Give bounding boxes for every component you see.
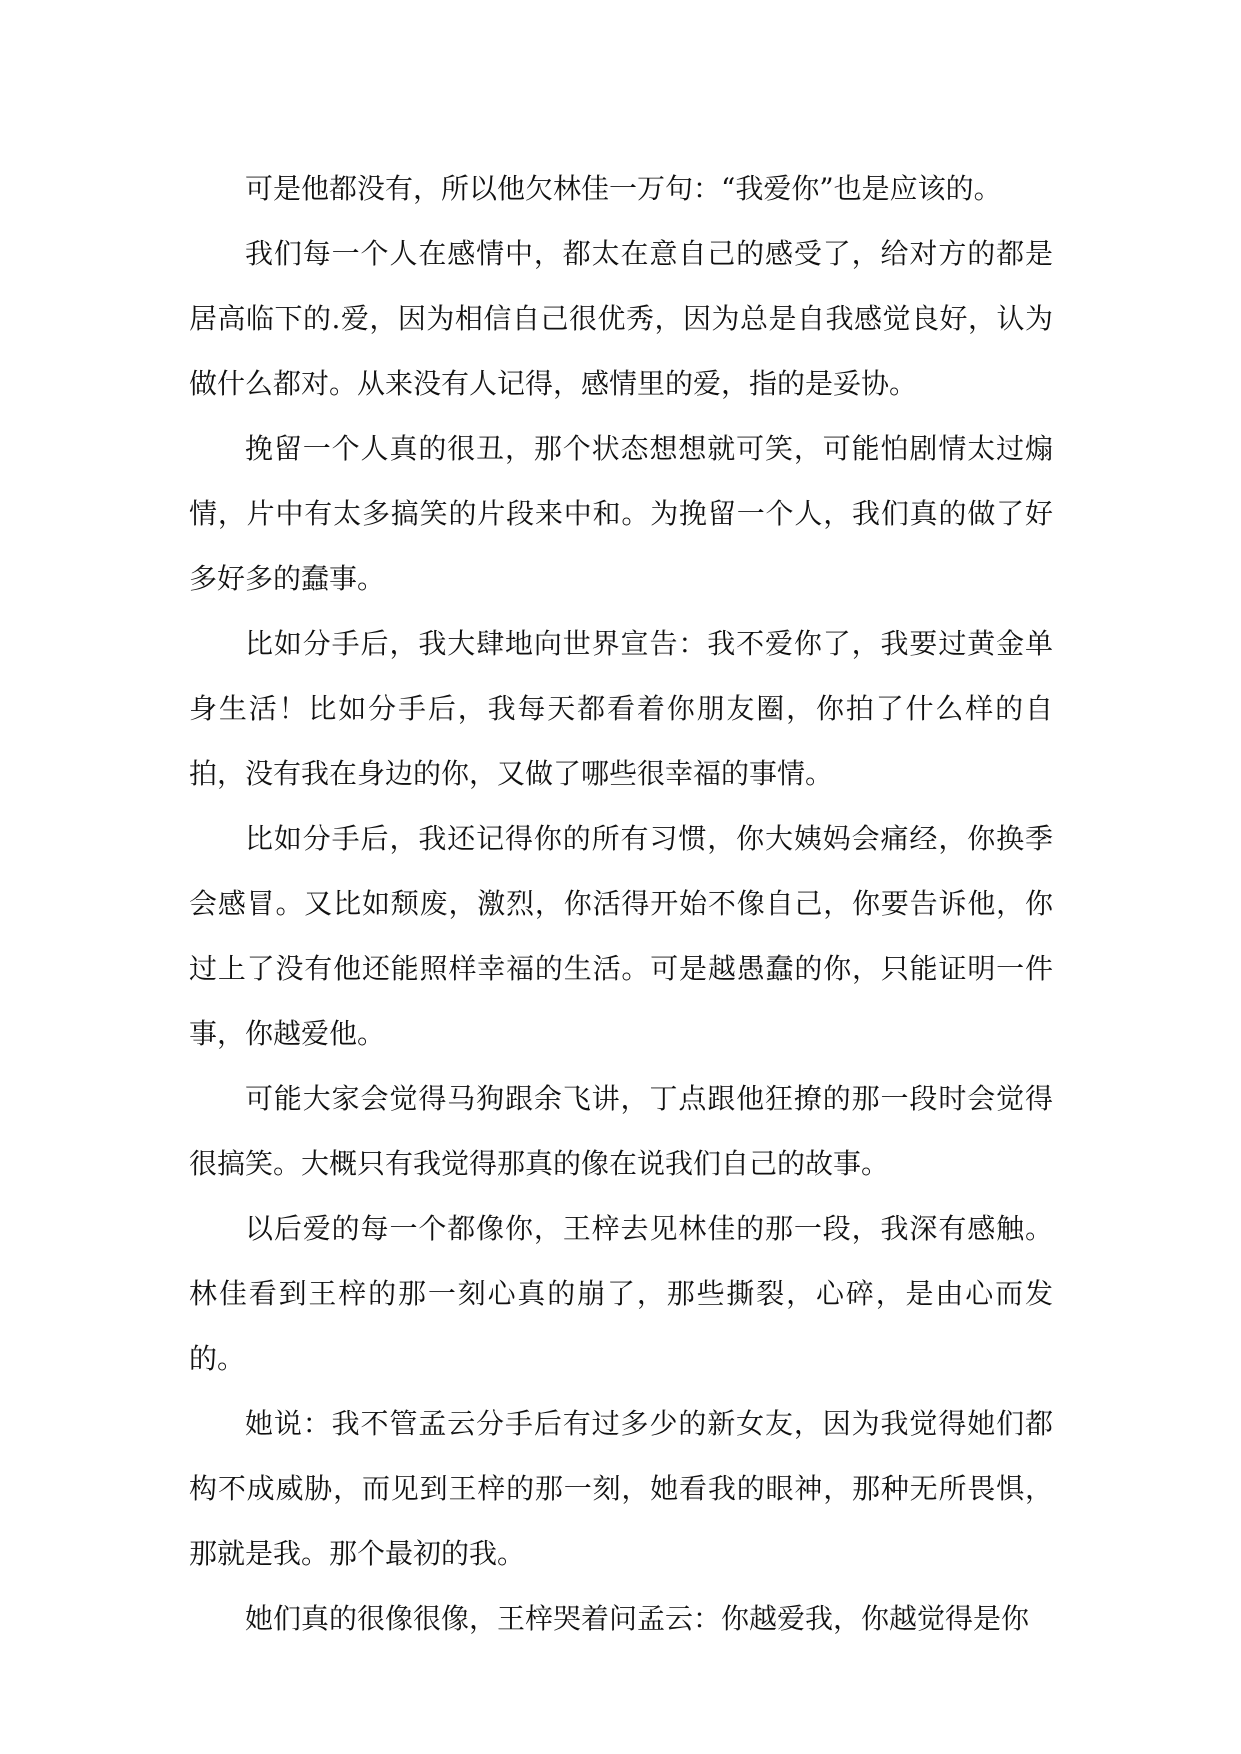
document-body bbox=[189, 156, 1053, 1651]
paragraph: 可是他都没有，所以他欠林佳一万句：“我爱你”也是应该的。 bbox=[245, 172, 1002, 205]
paragraph: 挽留一个人真的很丑，那个状态想想就可笑，可能怕剧情太过煽情，片中有太多搞笑的片段来中和。为挽留一个人，我们真的做了好多好多的蠢事。 bbox=[189, 432, 1053, 595]
paragraph: 她们真的很像很像，王梓哭着问孟云：你越爱我，你越觉得是你 bbox=[245, 1602, 1030, 1635]
paragraph: 以后爱的每一个都像你，王梓去见林佳的那一段，我深有感触。林佳看到王梓的那一刻心真的崩了，那些撕裂，心碎，是由心而发的。 bbox=[189, 1212, 1053, 1375]
paragraph: 比如分手后，我大肆地向世界宣告：我不爱你了，我要过黄金单身生活！比如分手后，我每天都看着你朋友圈，你拍了什么样的自拍，没有我在身边的你，又做了哪些很幸福的事情。 bbox=[189, 627, 1053, 790]
paragraph: 她说：我不管孟云分手后有过多少的新女友，因为我觉得她们都构不成威胁，而见到王梓的那一刻，她看我的眼神，那种无所畏惧，那就是我。那个最初的我。 bbox=[189, 1407, 1053, 1570]
paragraph: 可能大家会觉得马狗跟余飞讲，丁点跟他狂撩的那一段时会觉得很搞笑。大概只有我觉得那真的像在说我们自己的故事。 bbox=[189, 1082, 1053, 1180]
paragraph: 我们每一个人在感情中，都太在意自己的感受了，给对方的都是居高临下的.爱，因为相信自己很优秀，因为总是自我感觉良好，认为做什么都对。从来没有人记得，感情里的爱，指的是妥协。 bbox=[189, 237, 1053, 400]
paragraph: 比如分手后，我还记得你的所有习惯，你大姨妈会痛经，你换季会感冒。又比如颓废，激烈，你活得开始不像自己，你要告诉他，你过上了没有他还能照样幸福的生活。可是越愚蠢的你，只能证明一件事，你越爱他。 bbox=[189, 822, 1053, 1050]
